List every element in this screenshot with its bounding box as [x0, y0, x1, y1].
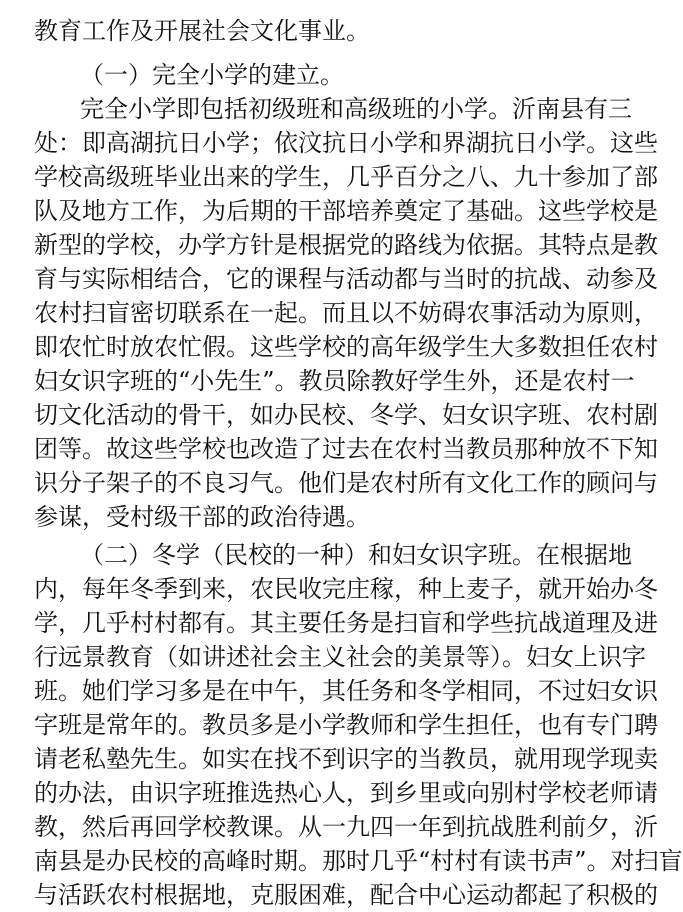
text-line: 教，然后再回学校教课。从一九四一年到抗战胜利前夕，沂	[34, 813, 658, 841]
text-line: 识分子架子的不良习气。他们是农村所有文化工作的顾问与	[34, 469, 658, 497]
text-line: 参谋，受村级干部的政治待遇。	[34, 503, 370, 531]
text-line: 请老私塾先生。如实在找不到识字的当教员，就用现学现卖	[34, 745, 658, 773]
text-line: 的办法，由识字班推选热心人，到乡里或向别村学校老师请	[34, 779, 658, 807]
text-line: 团等。故这些学校也改造了过去在农村当教员那种放不下知	[34, 435, 658, 463]
text-line: 班。她们学习多是在中午，其任务和冬学相同，不过妇女识	[34, 677, 658, 705]
text-line: 学，几乎村村都有。其主要任务是扫盲和学些抗战道理及进	[34, 609, 658, 637]
text-line: 农村扫盲密切联系在一起。而且以不妨碍农事活动为原则，	[34, 299, 658, 327]
text-line: 南县是办民校的高峰时期。那时几乎“村村有读书声”。对扫盲	[34, 847, 683, 875]
text-line: 教育工作及开展社会文化事业。	[34, 17, 370, 45]
section-heading: （一）完全小学的建立。	[80, 61, 344, 89]
text-line: 切文化活动的骨干，如办民校、冬学、妇女识字班、农村剧	[34, 401, 658, 429]
text-line: 与活跃农村根据地，克服困难，配合中心运动都起了积极的	[34, 881, 658, 909]
text-line: 内，每年冬季到来，农民收完庄稼，种上麦子，就开始办冬	[34, 575, 658, 603]
text-line: 队及地方工作，为后期的干部培养奠定了基础。这些学校是	[34, 197, 658, 225]
text-line: 即农忙时放农忙假。这些学校的高年级学生大多数担任农村	[34, 333, 658, 361]
text-line: 处：即高湖抗日小学；依汶抗日小学和界湖抗日小学。这些	[34, 129, 658, 157]
text-line: 妇女识字班的“小先生”。教员除教好学生外，还是农村一	[34, 367, 635, 395]
text-line: 学校高级班毕业出来的学生，几乎百分之八、九十参加了部	[34, 163, 658, 191]
text-line: 行远景教育（如讲述社会主义社会的美景等）。妇女上识字	[34, 643, 646, 671]
text-line: 新型的学校，办学方针是根据党的路线为依据。其特点是教	[34, 231, 658, 259]
text-line: 育与实际相结合，它的课程与活动都与当时的抗战、动参及	[34, 265, 658, 293]
section-heading-line: （二）冬学（民校的一种）和妇女识字班。在根据地	[80, 541, 632, 569]
text-line: 字班是常年的。教员多是小学教师和学生担任，也有专门聘	[34, 711, 658, 739]
paragraph-first-line: 完全小学即包括初级班和高级班的小学。沂南县有三	[80, 95, 632, 123]
